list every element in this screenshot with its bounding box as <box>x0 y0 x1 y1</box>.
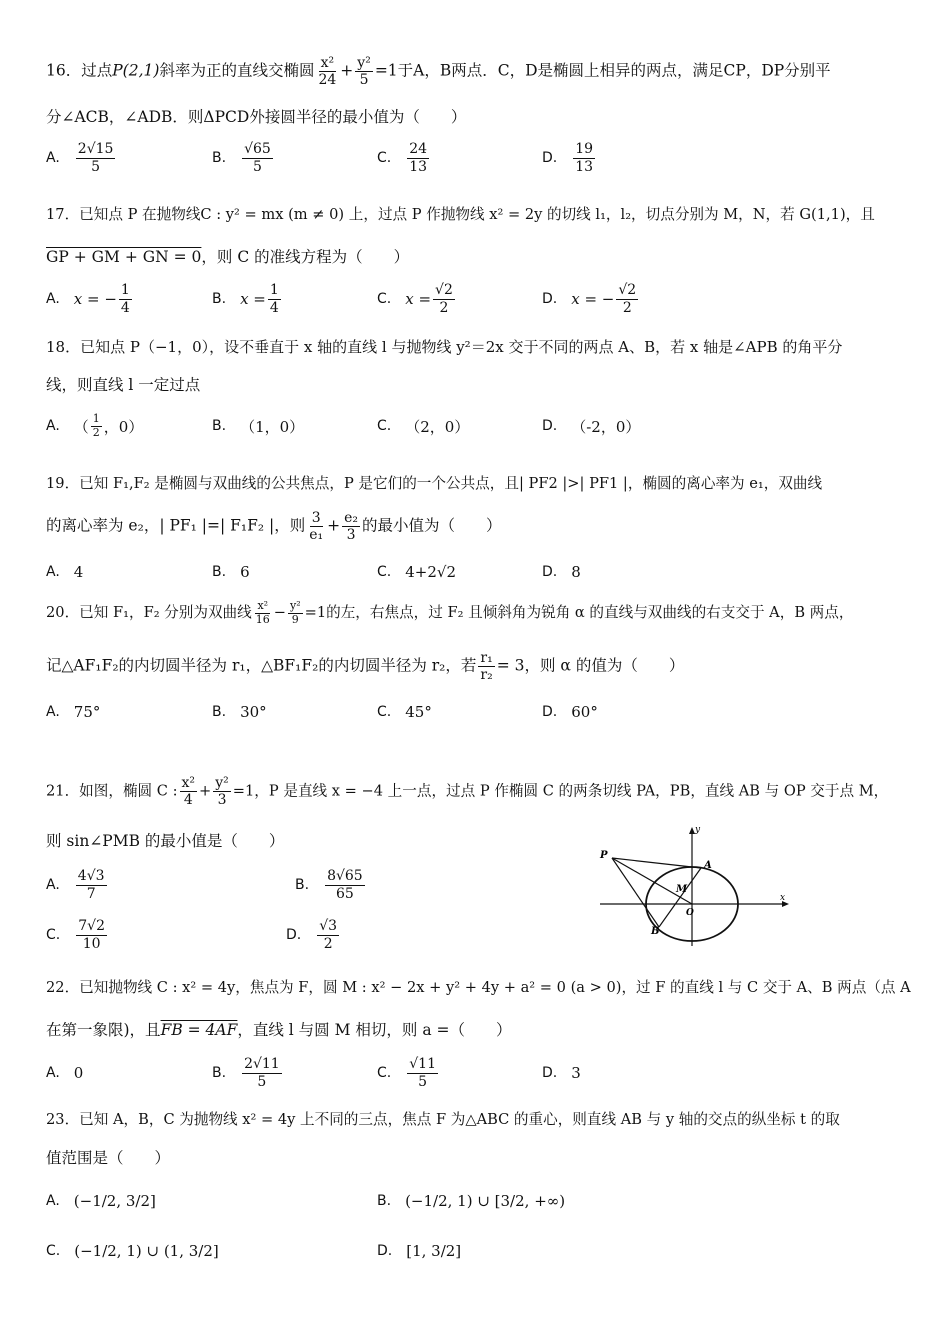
q16-option-c[interactable]: C. $\frac{24}{13}$ <box>377 141 428 175</box>
label-x: x <box>780 893 786 903</box>
q22-option-a[interactable]: A. 0 <box>46 1064 84 1082</box>
q17-options <box>46 277 908 321</box>
q19-option-d[interactable]: D. 8 <box>542 563 581 581</box>
q20-line2: 记△AF₁F₂的内切圆半径为 r₁，△BF₁F₂的内切圆半径为 r₂，若 $\frac{\text{r₁}}{\text{r₂}}$ = 3，则 α 的值为（ ） <box>46 650 685 684</box>
q16-line1: 16．过点P(2,1)斜率为正的直线交椭圆 $\frac{\text{x²}}{24}$ + $\frac{\text{y²}}{5}$ =1于A，B两点．C，D是椭圆上相异的两点，满足CP，DP分别平 <box>46 55 831 89</box>
q21-option-b[interactable]: B. $\frac{8√65}{65}$ <box>295 868 363 902</box>
q18-option-b[interactable]: B. （1，0） <box>212 417 305 436</box>
q21-figure <box>594 822 794 947</box>
q16-options <box>46 136 908 180</box>
q22-option-b[interactable]: B. $\frac{2√11}{5}$ <box>212 1056 280 1090</box>
q17-line2: GP + GM + GN = 0，则 C 的准线方程为（ ） <box>46 248 410 266</box>
q19-options <box>46 550 908 594</box>
q18-option-c[interactable]: C. （2，0） <box>377 417 470 436</box>
q22-line2: 在第一象限)，且FB = 4AF，直线 l 与圆 M 相切，则 a =（ ） <box>46 1021 512 1039</box>
q20-option-a[interactable]: A. 75° <box>46 703 101 721</box>
q16-option-d[interactable]: D. $\frac{19}{13}$ <box>542 141 594 175</box>
q18-option-d[interactable]: D. （-2，0） <box>542 417 641 436</box>
q19-option-b[interactable]: B. 6 <box>212 563 250 581</box>
q17-option-c[interactable]: C. x = $\frac{√2}{2}$ <box>377 282 453 316</box>
q23-line2: 值范围是（ ） <box>46 1149 171 1167</box>
q16-option-a[interactable]: A. $\frac{2√15}{5}$ <box>46 141 114 175</box>
q20-options <box>46 690 908 734</box>
q21-line1: 21．如图，椭圆 C : $\frac{\text{x²}}{4}$ + $\frac{\text{y²}}{3}$ =1，P 是直线 x = −4 上一点，过点 P 作椭圆 C 的两条切线 PA，PB，直线 AB 与 OP 交于点 M， <box>46 775 889 809</box>
q22-option-c[interactable]: C. $\frac{√11}{5}$ <box>377 1056 436 1090</box>
label-m: M <box>676 884 688 895</box>
q23-options-row1 <box>46 1178 908 1224</box>
q17-option-d[interactable]: D. x = − $\frac{√2}{2}$ <box>542 282 637 316</box>
q22-options <box>46 1051 908 1095</box>
label-b: B <box>651 926 660 937</box>
segment-pb <box>612 858 659 927</box>
q17-option-b[interactable]: B. x = $\frac{1}{4}$ <box>212 282 279 316</box>
q16-line2: 分∠ACB，∠ADB．则ΔPCD外接圆半径的最小值为（ ） <box>46 108 467 126</box>
q17-vector-sum: GP + GM + GN = 0 <box>46 248 202 266</box>
q23-option-b[interactable]: B. (−1/2, 1) ∪ [3/2, +∞) <box>377 1192 566 1210</box>
q17-line1: 17．已知点 P 在抛物线C : y² = mx (m ≠ 0) 上，过点 P 作抛物线 x² = 2y 的切线 l₁，l₂，切点分别为 M，N，若 G(1,1)，且 <box>46 206 875 223</box>
q22-option-d[interactable]: D. 3 <box>542 1064 581 1082</box>
q18-line1: 18．已知点 P（−1，0），设不垂直于 x 轴的直线 l 与抛物线 y²＝2x 交于不同的两点 A、B，若 x 轴是∠APB 的角平分 <box>46 338 843 356</box>
q21-option-d[interactable]: D. $\frac{√3}{2}$ <box>286 918 338 952</box>
q17-option-a[interactable]: A. x = − $\frac{1}{4}$ <box>46 282 130 316</box>
q20-option-d[interactable]: D. 60° <box>542 703 598 721</box>
q22-vector-eq: FB = 4AF <box>160 1021 238 1039</box>
q18-option-a[interactable]: A. （ $\frac{1}{2}$ ，0） <box>46 411 144 439</box>
label-y: y <box>695 825 701 835</box>
q22-line1: 22．已知抛物线 C : x² = 4y，焦点为 F，圆 M : x² − 2x + y² + 4y + a² = 0 (a > 0)，过 F 的直线 l 与 C 交于 A、B 两点（点 A <box>46 979 911 996</box>
q23-option-a[interactable]: A. (−1/2, 3/2] <box>46 1192 156 1210</box>
label-p: P <box>600 850 608 861</box>
q21-option-a[interactable]: A. $\frac{4√3}{7}$ <box>46 868 105 902</box>
q19-line1: 19．已知 F₁,F₂ 是椭圆与双曲线的公共焦点，P 是它们的一个公共点，且| PF2 |>| PF1 |，椭圆的离心率为 e₁，双曲线 <box>46 475 823 492</box>
q20-option-b[interactable]: B. 30° <box>212 703 267 721</box>
q21-line2: 则 sin∠PMB 的最小值是（ ） <box>46 832 285 850</box>
q18-line2: 线，则直线 l 一定过点 <box>46 376 201 394</box>
q21-option-c[interactable]: C. $\frac{7√2}{10}$ <box>46 918 105 952</box>
q23-option-d[interactable]: D. [1, 3/2] <box>377 1242 462 1260</box>
q18-options <box>46 404 908 448</box>
q20-line1: 20．已知 F₁，F₂ 分别为双曲线 $\frac{\text{x²}}{16}$ − $\frac{\text{y²}}{9}$ =1的左，右焦点，过 F₂ 且倾斜角为锐角 α 的直线与双曲线的右支交于 A，B 两点， <box>46 599 854 626</box>
q19-line2: 的离心率为 e₂，| PF₁ |=| F₁F₂ |，则 $\frac{3}{\text{e₁}}$ + $\frac{\text{e₂}}{3}$ 的最小值为（ ） <box>46 510 502 544</box>
q20-option-c[interactable]: C. 45° <box>377 703 432 721</box>
q23-line1: 23．已知 A，B，C 为抛物线 x² = 4y 上不同的三点，焦点 F 为△ABC 的重心，则直线 AB 与 y 轴的交点的纵坐标 t 的取 <box>46 1111 840 1128</box>
q19-option-a[interactable]: A. 4 <box>46 563 84 581</box>
segment-pa <box>612 858 701 868</box>
label-a: A <box>704 860 712 871</box>
segment-op <box>612 858 692 904</box>
q16-ellipse-x: $\frac{\text{x²}}{24}$ <box>318 55 337 89</box>
q23-options-row2 <box>46 1228 908 1274</box>
q23-option-c[interactable]: C. (−1/2, 1) ∪ (1, 3/2] <box>46 1242 219 1260</box>
q16-option-b[interactable]: B. $\frac{√65}{5}$ <box>212 141 271 175</box>
q19-option-c[interactable]: C. 4+2√2 <box>377 563 456 581</box>
label-o: O <box>686 908 694 918</box>
q16-ellipse-y: $\frac{\text{y²}}{5}$ <box>357 55 371 89</box>
